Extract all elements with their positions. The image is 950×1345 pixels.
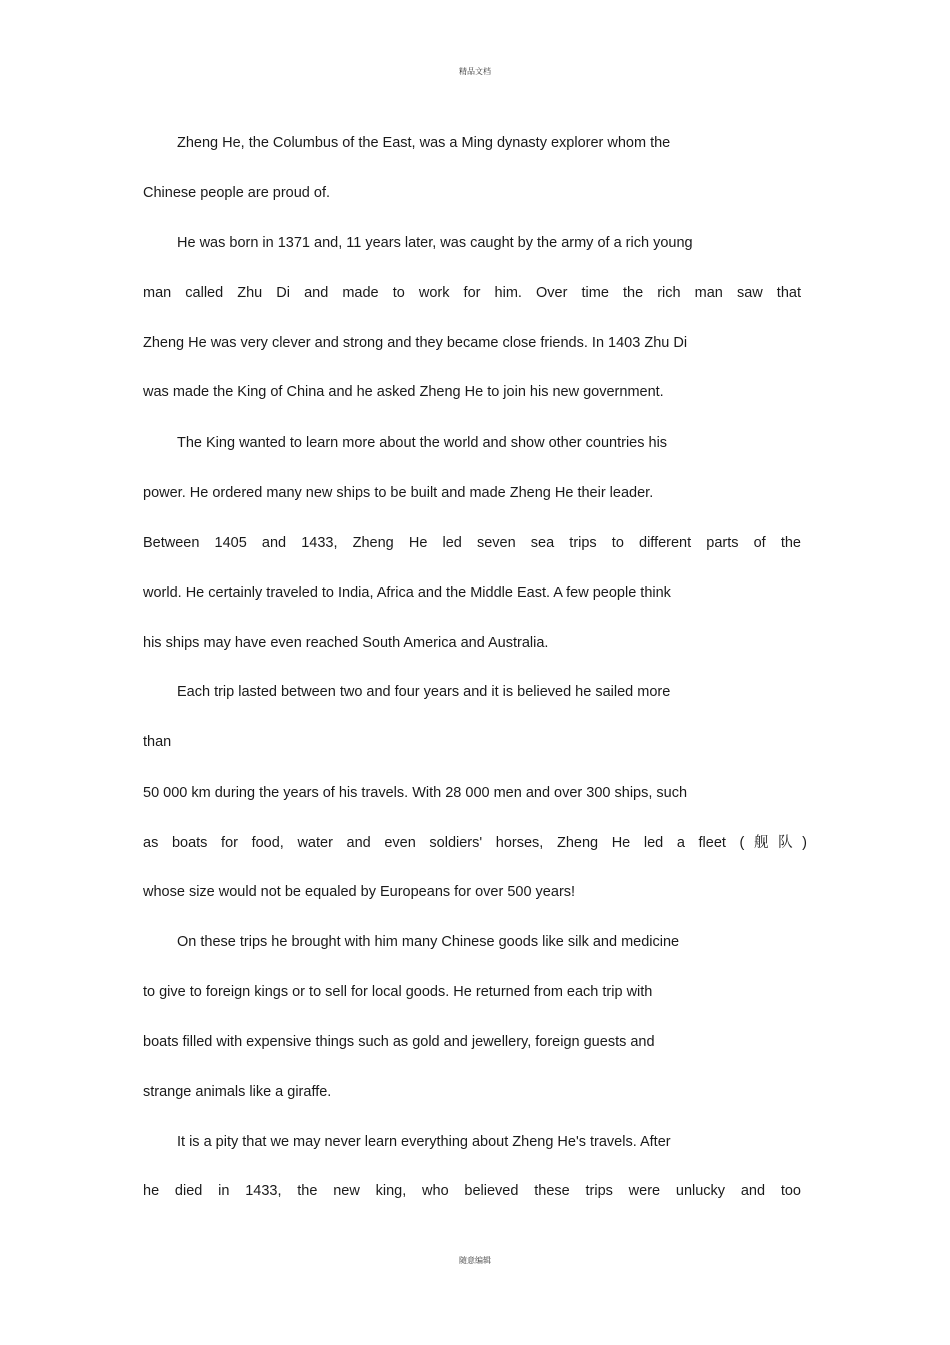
text-line: On these trips he brought with him many Chinese goods like silk and medicine: [177, 934, 680, 950]
text-line: The King wanted to learn more about the world and show other countries his: [177, 435, 668, 451]
text-line: Zheng He was very clever and strong and they became close friends. In 1403 Zhu Di: [143, 335, 688, 351]
text-line: Between 1405 and 1433, Zheng He led seven sea trips to different parts of the: [143, 535, 801, 551]
page-header: 精品文档: [459, 67, 491, 76]
text-line: was made the King of China and he asked Zheng He to join his new government.: [143, 384, 664, 400]
text-line: to give to foreign kings or to sell for local goods. He returned from each trip with: [143, 984, 653, 1000]
text-line: Zheng He, the Columbus of the East, was a Ming dynasty explorer whom the: [177, 135, 671, 151]
text-line: his ships may have even reached South America and Australia.: [143, 635, 549, 651]
text-line: whose size would not be equaled by Europeans for over 500 years!: [143, 884, 576, 900]
text-line: He was born in 1371 and, 11 years later, was caught by the army of a rich young: [177, 235, 693, 251]
text-line: as boats for food, water and even soldiers' horses, Zheng He led a fleet (舰队): [143, 835, 807, 851]
page-footer: 随意编辑: [459, 1256, 491, 1265]
text-line: strange animals like a giraffe.: [143, 1084, 332, 1100]
text-line: boats filled with expensive things such as gold and jewellery, foreign guests and: [143, 1034, 655, 1050]
text-line: than: [143, 734, 172, 750]
text-line: It is a pity that we may never learn everything about Zheng He's travels. After: [177, 1134, 671, 1150]
text-line: he died in 1433, the new king, who believed these trips were unlucky and too: [143, 1183, 801, 1199]
text-line: Each trip lasted between two and four years and it is believed he sailed more: [177, 684, 671, 700]
text-line: world. He certainly traveled to India, Africa and the Middle East. A few people think: [143, 585, 671, 601]
text-line: 50 000 km during the years of his travels. With 28 000 men and over 300 ships, such: [143, 785, 688, 801]
text-line: Chinese people are proud of.: [143, 185, 331, 201]
text-line: man called Zhu Di and made to work for him. Over time the rich man saw that: [143, 285, 801, 301]
text-line: power. He ordered many new ships to be built and made Zheng He their leader.: [143, 485, 654, 501]
